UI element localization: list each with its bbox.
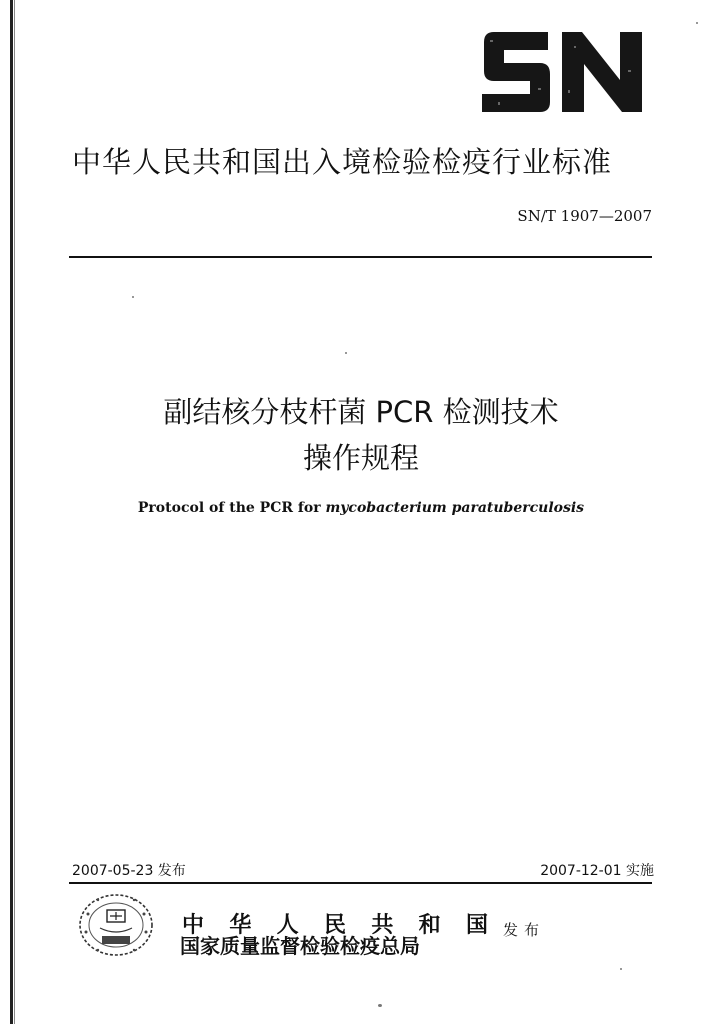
issuer-action: 发布 — [503, 921, 546, 939]
sn-logo — [478, 30, 648, 114]
top-divider — [69, 256, 652, 258]
scan-speck — [132, 296, 134, 298]
issuer-agency: 国家质量监督检验检疫总局 — [180, 934, 420, 958]
doc-title-zh-line1: 副结核分枝杆菌 PCR 检测技术 — [163, 395, 559, 429]
issuer-char: 民 — [323, 912, 346, 938]
doc-title-en-italic: mycobacterium paratuberculosis — [325, 500, 585, 516]
scan-speck — [345, 352, 347, 354]
implementation-date: 2007-12-01 实施 — [540, 863, 654, 879]
standard-code: SN/T 1907—2007 — [517, 207, 652, 225]
official-seal-icon — [76, 892, 156, 958]
issuer-char: 人 — [276, 912, 299, 938]
scan-speck — [378, 1004, 382, 1007]
issuer-char: 共 — [371, 912, 394, 938]
logo-letter-s — [482, 32, 550, 112]
doc-title-zh-line2: 操作规程 — [302, 441, 419, 475]
scan-speck — [620, 968, 622, 970]
issuer-char: 和 — [418, 912, 441, 938]
scan-speck — [696, 22, 698, 24]
org-standard-title: 中华人民共和国出入境检验检疫行业标准 — [72, 145, 613, 179]
bottom-divider — [69, 882, 652, 884]
issue-date: 2007-05-23 发布 — [72, 863, 186, 879]
issuer-char: 华 — [229, 912, 252, 938]
issuer-char: 中 — [182, 912, 205, 938]
issuer-char: 国 — [465, 912, 488, 938]
doc-title-en-prefix: Protocol of the PCR for — [137, 500, 321, 516]
doc-title-en — [0, 500, 722, 516]
